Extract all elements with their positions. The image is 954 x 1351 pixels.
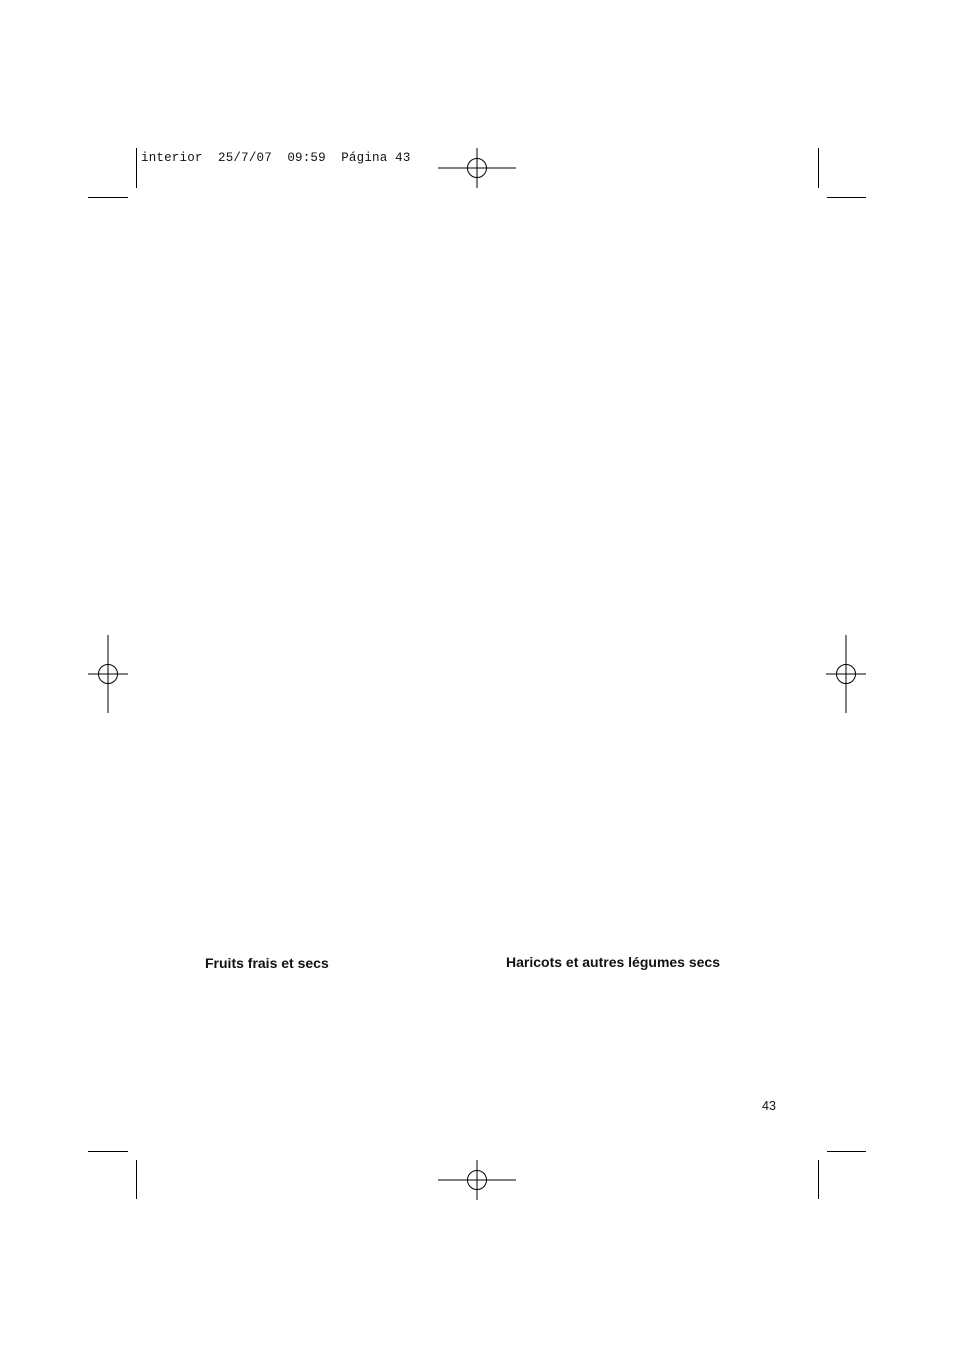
printer-slug: interior 25/7/07 09:59 Página 43 — [141, 151, 411, 165]
heading-fruits: Fruits frais et secs — [205, 955, 329, 971]
crop-mark-top-left-vertical — [136, 148, 137, 188]
registration-mark-icon — [88, 635, 128, 713]
crop-mark-bottom-left-vertical — [136, 1160, 137, 1199]
page-number: 43 — [762, 1099, 776, 1113]
crop-mark-top-right-vertical — [818, 148, 819, 188]
registration-mark-icon — [438, 148, 516, 188]
registration-mark-icon — [438, 1160, 516, 1200]
registration-mark-icon — [826, 635, 866, 713]
crop-mark-bottom-right-vertical — [818, 1160, 819, 1199]
crop-mark-bottom-left-horizontal — [88, 1151, 128, 1152]
crop-mark-bottom-right-horizontal — [827, 1151, 866, 1152]
crop-mark-top-right-horizontal — [827, 197, 866, 198]
crop-mark-top-left-horizontal — [88, 197, 128, 198]
heading-haricots: Haricots et autres légumes secs — [506, 954, 720, 970]
